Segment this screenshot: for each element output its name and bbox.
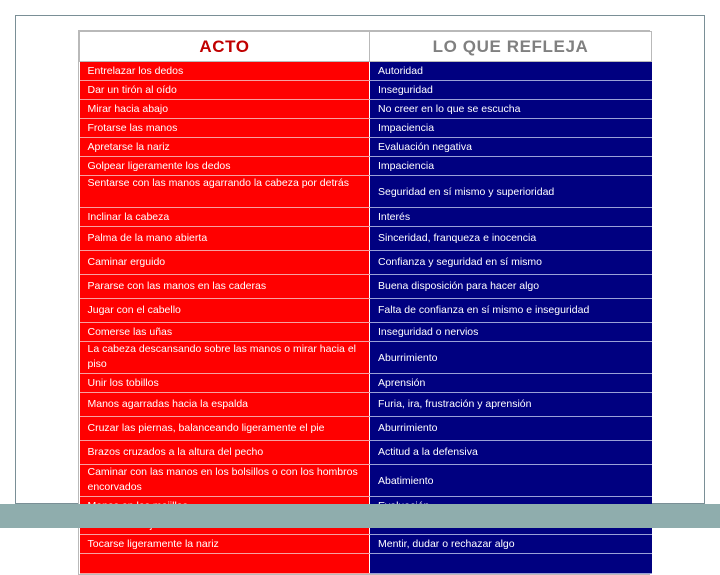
cell-refleja — [370, 100, 652, 119]
table-row — [80, 441, 652, 465]
cell-refleja — [370, 157, 652, 176]
table-row — [80, 138, 652, 157]
cell-acto — [80, 441, 370, 465]
cell-acto — [80, 323, 370, 342]
cell-refleja-text: Interés — [378, 211, 411, 223]
cell-acto — [80, 374, 370, 393]
cell-acto — [80, 342, 370, 374]
table-row — [80, 157, 652, 176]
body-language-table — [79, 31, 652, 574]
table-row — [80, 62, 652, 81]
cell-acto — [80, 81, 370, 100]
cell-refleja — [370, 176, 652, 208]
cell-refleja — [370, 299, 652, 323]
cell-acto-text: Inclinar la cabeza — [87, 211, 170, 223]
table-row — [80, 374, 652, 393]
cell-refleja — [370, 323, 652, 342]
cell-acto-text: Mirar hacia abajo — [87, 103, 169, 115]
cell-refleja-text: Abatimiento — [378, 475, 434, 487]
table-row — [80, 176, 652, 208]
table-row — [80, 465, 652, 497]
cell-acto-text: Palma de la mano abierta — [87, 232, 208, 244]
cell-refleja — [370, 275, 652, 299]
cell-acto — [80, 535, 370, 554]
cell-acto-text: Sentarse con las manos agarrando la cabeza por detrás — [87, 177, 349, 189]
cell-refleja-text: No creer en lo que se escucha — [378, 103, 521, 115]
cell-acto-text: Caminar con las manos en los bolsillos o con los hombros encorvados — [87, 466, 358, 493]
cell-acto — [80, 157, 370, 176]
cell-acto-text: Jugar con el cabello — [87, 304, 181, 316]
cell-refleja — [370, 441, 652, 465]
table-row — [80, 342, 652, 374]
cell-refleja-text: Falta de confianza en sí mismo e inseguridad — [378, 304, 590, 316]
cell-acto — [80, 465, 370, 497]
cell-acto — [80, 393, 370, 417]
cell-acto-text: Pararse con las manos en las caderas — [87, 280, 267, 292]
cell-refleja-text: Aburrimiento — [378, 422, 438, 434]
cell-refleja-text: Autoridad — [378, 65, 423, 77]
cell-refleja — [370, 119, 652, 138]
table-row — [80, 535, 652, 554]
cell-refleja — [370, 342, 652, 374]
cell-acto-text: Frotarse las manos — [87, 122, 178, 134]
cell-refleja-text: Confianza y seguridad en sí mismo — [378, 256, 542, 268]
cell-refleja-text: Evaluación negativa — [378, 141, 472, 153]
cell-refleja-text: Inseguridad o nervios — [378, 326, 479, 338]
cell-acto — [80, 62, 370, 81]
cell-refleja-text: Impaciencia — [378, 160, 435, 172]
cell-acto — [80, 119, 370, 138]
cell-acto — [80, 554, 370, 574]
cell-acto-text: Comerse las uñas — [87, 326, 173, 338]
cell-acto — [80, 417, 370, 441]
cell-acto-text: Manos agarradas hacia la espalda — [87, 398, 249, 410]
table-header — [80, 32, 652, 62]
cell-refleja — [370, 251, 652, 275]
table-row — [80, 227, 652, 251]
cell-refleja-text: Actitud a la defensiva — [378, 446, 478, 458]
cell-refleja — [370, 81, 652, 100]
column-header-acto: ACTO — [80, 32, 370, 62]
cell-acto — [80, 275, 370, 299]
cell-refleja-text: Impaciencia — [378, 122, 435, 134]
cell-acto-text: Brazos cruzados a la altura del pecho — [87, 446, 264, 458]
table-row — [80, 251, 652, 275]
table-row — [80, 208, 652, 227]
footer-accent-band — [0, 504, 720, 528]
table-row — [80, 119, 652, 138]
cell-refleja — [370, 465, 652, 497]
cell-acto — [80, 299, 370, 323]
cell-refleja-text: Seguridad en sí mismo y superioridad — [378, 186, 555, 198]
table-body — [80, 62, 652, 574]
cell-refleja — [370, 62, 652, 81]
cell-acto — [80, 251, 370, 275]
cell-refleja — [370, 374, 652, 393]
cell-refleja-text: Mentir, dudar o rechazar algo — [378, 538, 515, 550]
cell-refleja — [370, 554, 652, 574]
cell-acto-text: Dar un tirón al oído — [87, 84, 177, 96]
body-language-table-container — [78, 30, 650, 575]
cell-acto-text: Entrelazar los dedos — [87, 65, 184, 77]
cell-refleja-text: Furia, ira, frustración y aprensión — [378, 398, 532, 410]
cell-acto-text: La cabeza descansando sobre las manos o mirar hacia el piso — [87, 343, 356, 370]
table-header-row — [80, 32, 652, 62]
table-row — [80, 554, 652, 574]
cell-refleja-text: Sinceridad, franqueza e inocencia — [378, 232, 537, 244]
cell-acto — [80, 176, 370, 208]
cell-refleja-text: Aburrimiento — [378, 352, 438, 364]
cell-acto-text: Cruzar las piernas, balanceando ligeramente el pie — [87, 422, 325, 434]
cell-refleja-text: Inseguridad — [378, 84, 433, 96]
cell-acto-text: Apretarse la nariz — [87, 141, 170, 153]
cell-acto-text: Golpear ligeramente los dedos — [87, 160, 231, 172]
table-row — [80, 299, 652, 323]
table-row — [80, 417, 652, 441]
column-header-lo-que-refleja: LO QUE REFLEJA — [370, 32, 652, 62]
cell-refleja — [370, 138, 652, 157]
cell-refleja — [370, 535, 652, 554]
cell-refleja — [370, 208, 652, 227]
table-row — [80, 275, 652, 299]
table-row — [80, 323, 652, 342]
cell-refleja-text: Buena disposición para hacer algo — [378, 280, 540, 292]
cell-acto — [80, 227, 370, 251]
cell-acto-text: Unir los tobillos — [87, 377, 159, 389]
table-row — [80, 393, 652, 417]
cell-acto-text: Caminar erguido — [87, 256, 166, 268]
cell-refleja — [370, 417, 652, 441]
cell-acto — [80, 100, 370, 119]
cell-refleja-text: Aprensión — [378, 377, 426, 389]
cell-acto-text: Tocarse ligeramente la nariz — [87, 538, 219, 550]
cell-refleja — [370, 227, 652, 251]
cell-refleja — [370, 393, 652, 417]
cell-acto — [80, 208, 370, 227]
table-row — [80, 81, 652, 100]
table-row — [80, 100, 652, 119]
cell-acto — [80, 138, 370, 157]
